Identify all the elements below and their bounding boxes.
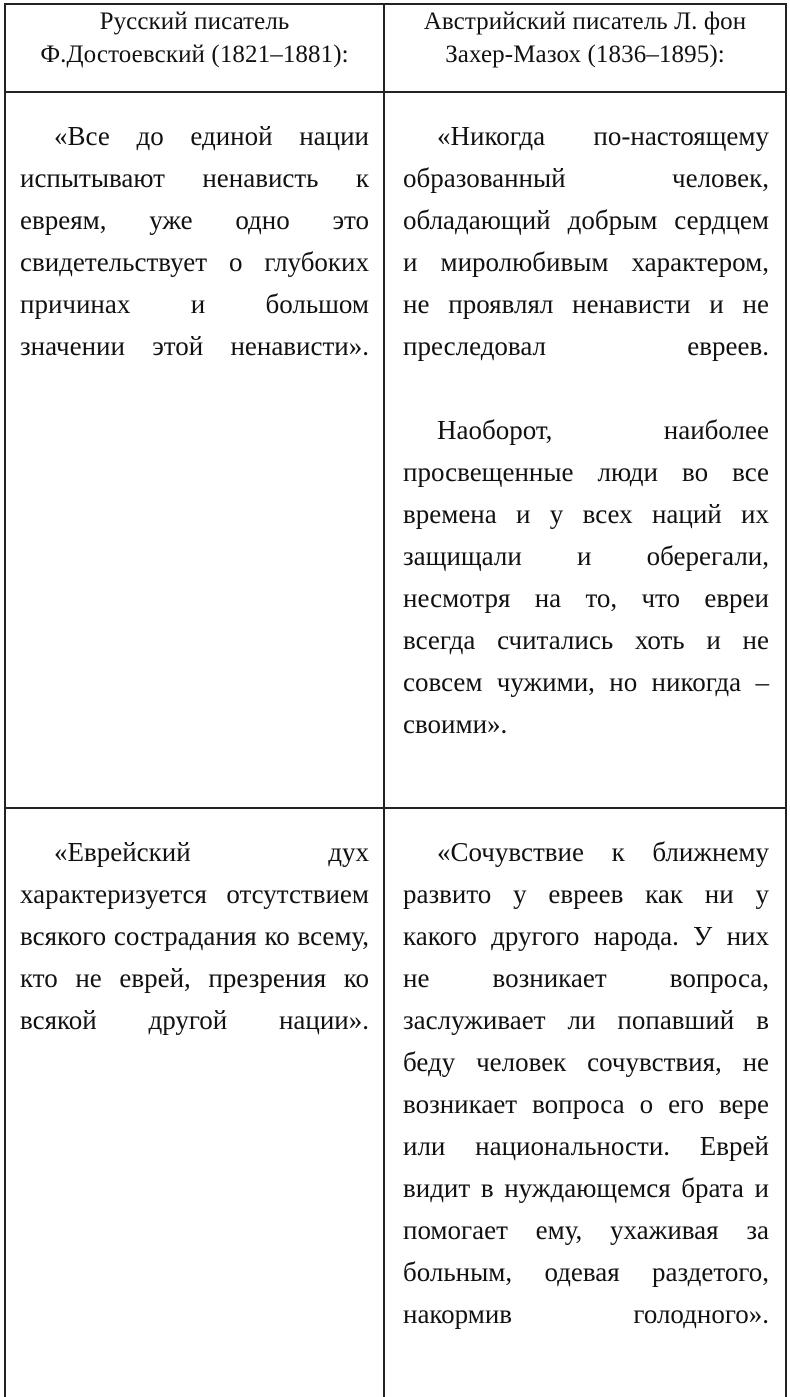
table-body [5,92,786,1397]
header-sacher-masoch-line2: Захер-Мазох (1836–1895): [445,41,725,68]
quote-cell-dostoevsky-2 [5,808,384,1397]
header-dostoevsky-line2: Ф.Достоевский (1821–1881): [40,41,349,68]
quote-cell-sacher-masoch-1 [384,92,786,808]
quote-paragraph: «Еврейский дух характеризуется отсутствием всякого сострадания ко всему, кто не еврей, презрения ко всякой другой нации». [20,837,369,1035]
quote-paragraph: Наоборот, наиболее просвещенные люди во все времена и у всех наций их защищали и оберегали, несмотря на то, что евреи всегда считались хоть и не совсем чужими, но никогда – своими». [403,415,769,739]
quote-paragraph: «Никогда по-настоящему образованный человек, обладающий добрым сердцем и миролюбивым характером, не проявлял ненависти и не преследовал евреев. [403,121,769,361]
quote-paragraph: «Сочувствие к ближнему развито у евреев как ни у какого другого народа. У них не возникает вопроса, заслуживает ли попавший в беду человек сочувствия, не возникает вопроса о его вере или национальности. Еврей видит в нуждающемся брата и помогает ему, ухаживая за больным, одевая раздетого, накормив голодного». [403,837,769,1329]
table-row [5,92,786,808]
quote-cell-sacher-masoch-2 [384,808,786,1397]
quote-cell-dostoevsky-1 [5,92,384,808]
table-row [5,808,786,1397]
header-dostoevsky-line1: Русский писатель [99,8,290,35]
header-cell-dostoevsky [5,4,384,92]
comparison-table [4,3,787,1397]
header-row [5,4,786,92]
header-cell-sacher-masoch [384,4,786,92]
table-header [5,4,786,92]
header-sacher-masoch-line1: Австрийский писатель Л. фон [423,8,747,35]
quote-paragraph: «Все до единой нации испытывают ненависть к евреям, уже одно это свидетельствует о глубоких причинах и большом значении этой ненависти». [20,121,369,361]
